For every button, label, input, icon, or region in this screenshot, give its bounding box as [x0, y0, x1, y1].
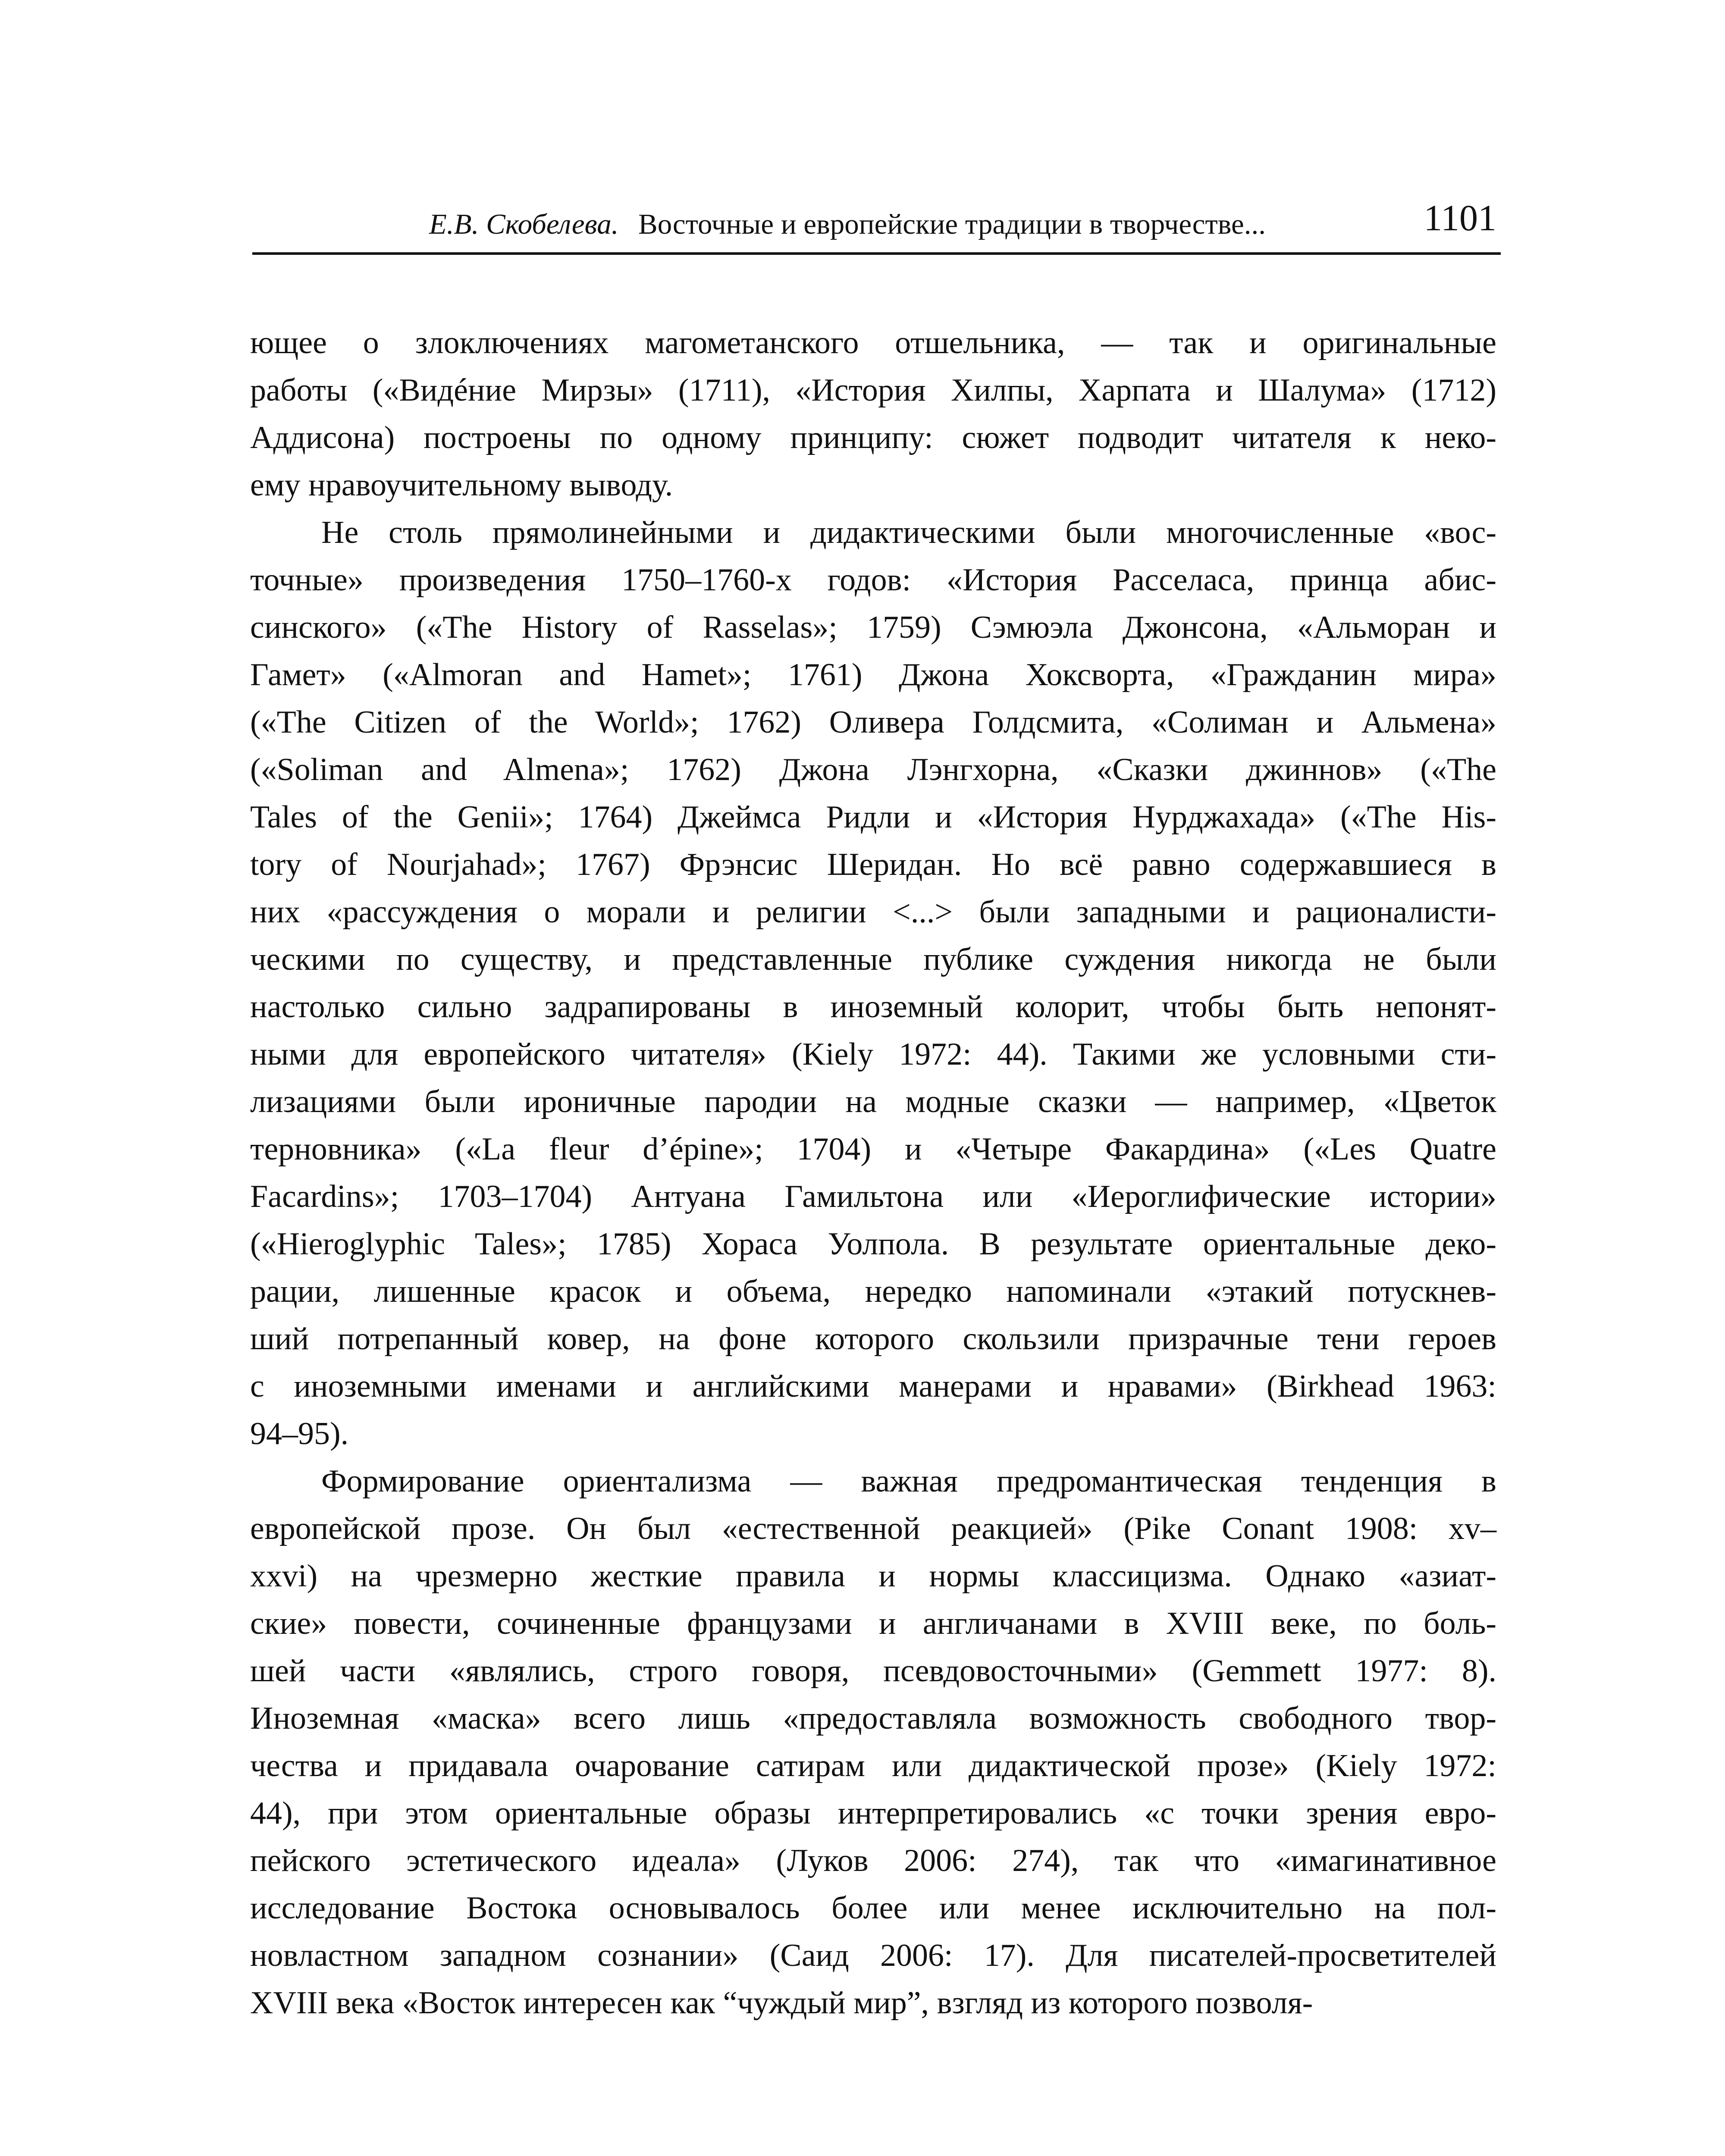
text-line: точные» произведения 1750–1760-х годов: «История Расселаса, принца абис- — [250, 562, 1496, 598]
text-line: европейской прозе. Он был «естественной реакцией» (Pike Conant 1908: xv– — [250, 1511, 1496, 1546]
text-line: («The Citizen of the World»; 1762) Оливера Голдсмита, «Солиман и Альмена» — [250, 705, 1496, 740]
text-line: терновника» («La fleur d’épine»; 1704) и «Четыре Факардина» («Les Quatre — [250, 1131, 1496, 1167]
text-line: Tales of the Genii»; 1764) Джеймса Ридли и «История Нурджахада» («The His- — [250, 799, 1496, 835]
text-line: ющее о злоключениях магометанского отшельника, — так и оригинальные — [250, 325, 1496, 360]
text-line: ший потрепанный ковер, на фоне которого скользили призрачные тени героев — [250, 1321, 1496, 1357]
paragraph — [250, 319, 1496, 509]
text-line: tory of Nourjahad»; 1767) Фрэнсис Шеридан. Но всё равно содержавшиеся в — [250, 847, 1496, 882]
paragraph — [250, 1457, 1496, 2027]
body-text — [250, 319, 1496, 2027]
paragraph — [250, 509, 1496, 1457]
text-line: настолько сильно задрапированы в иноземный колорит, чтобы быть непонят- — [250, 989, 1496, 1025]
text-line: xxvi) на чрезмерно жесткие правила и нормы классицизма. Однако «азиат- — [250, 1558, 1496, 1594]
text-line: синского» («The History of Rasselas»; 1759) Сэмюэла Джонсона, «Альморан и — [250, 610, 1496, 645]
text-line: работы («Видéние Мирзы» (1711), «История Хилпы, Харпата и Шалума» (1712) — [250, 373, 1496, 408]
text-line: ными для европейского читателя» (Kiely 1972: 44). Такими же условными сти- — [250, 1037, 1496, 1072]
text-line: Иноземная «маска» всего лишь «предоставляла возможность свободного твор- — [250, 1701, 1496, 1736]
text-line: шей части «являлись, строго говоря, псевдовосточными» (Gemmett 1977: 8). — [250, 1653, 1496, 1689]
text-line: ские» повести, сочиненные французами и англичанами в XVIII веке, по боль- — [250, 1606, 1496, 1641]
page-number: 1101 — [1424, 197, 1496, 238]
text-line: новластном западном сознании» (Саид 2006: 17). Для писателей-просветителей — [250, 1938, 1496, 1973]
header-title: Восточные и европейские традиции в творчестве... — [638, 208, 1266, 240]
text-line: исследование Востока основывалось более или менее исключительно на пол- — [250, 1890, 1496, 1926]
text-line: 44), при этом ориентальные образы интерпретировались «с точки зрения евро- — [250, 1796, 1496, 1831]
text-line: рации, лишенные красок и объема, нередко напоминали «этакий потускнев- — [250, 1274, 1496, 1309]
text-line: («Soliman and Almena»; 1762) Джона Лэнгхорна, «Сказки джиннов» («The — [250, 752, 1496, 787]
running-header — [252, 197, 1501, 255]
text-line: 94–95). — [250, 1416, 349, 1451]
text-line: Не столь прямолинейными и дидактическими были многочисленные «вос- — [321, 515, 1496, 550]
text-line: XVIII века «Восток интересен как “чуждый мир”, взгляд из которого позволя- — [250, 1985, 1313, 2021]
text-line: («Hieroglyphic Tales»; 1785) Хораса Уолпола. В результате ориентальные деко- — [250, 1226, 1496, 1262]
text-line: Гамет» («Almoran and Hamet»; 1761) Джона Хоксворта, «Гражданин мира» — [250, 657, 1496, 693]
text-line: Facardins»; 1703–1704) Антуана Гамильтона или «Иероглифические истории» — [250, 1179, 1496, 1214]
text-line: ему нравоучительному выводу. — [250, 467, 673, 503]
text-line: лизациями были ироничные пародии на модные сказки — например, «Цветок — [250, 1084, 1496, 1119]
text-line: пейского эстетического идеала» (Луков 2006: 274), так что «имагинативное — [250, 1843, 1496, 1878]
text-line: чества и придавала очарование сатирам или дидактической прозе» (Kiely 1972: — [250, 1748, 1496, 1783]
text-line: Аддисона) построены по одному принципу: сюжет подводит читателя к неко- — [250, 420, 1496, 455]
text-line: них «рассуждения о морали и религии <...> были западными и рационалисти- — [250, 894, 1496, 930]
text-line: Формирование ориентализма — важная предромантическая тенденция в — [321, 1463, 1496, 1499]
text-line: ческими по существу, и представленные публике суждения никогда не были — [250, 942, 1496, 977]
header-author: Е.В. Скобелева. — [429, 208, 619, 240]
text-line: с иноземными именами и английскими манерами и нравами» (Birkhead 1963: — [250, 1369, 1496, 1404]
